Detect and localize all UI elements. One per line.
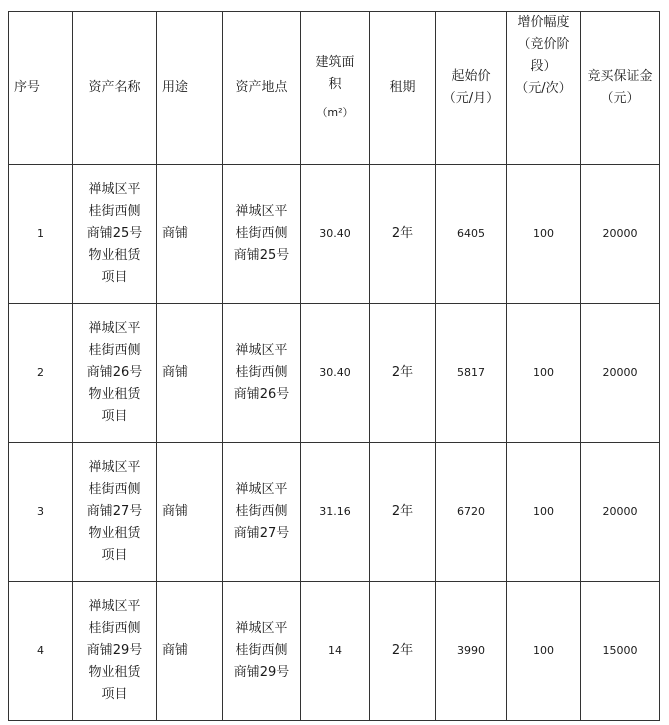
header-index: 序号 [9, 12, 73, 165]
cell-asset-name: 禅城区平桂街西侧商铺25号物业租赁项目 [73, 165, 157, 304]
cell-location: 禅城区平桂街西侧商铺27号 [223, 443, 301, 582]
cell-location: 禅城区平桂街西侧商铺29号 [223, 582, 301, 721]
cell-start-price: 3990 [436, 582, 507, 721]
cell-start-price: 6720 [436, 443, 507, 582]
cell-deposit: 20000 [581, 165, 660, 304]
cell-increment: 100 [507, 165, 581, 304]
cell-usage: 商铺 [157, 165, 223, 304]
cell-asset-name: 禅城区平桂街西侧商铺27号物业租赁项目 [73, 443, 157, 582]
cell-location: 禅城区平桂街西侧商铺26号 [223, 304, 301, 443]
cell-usage: 商铺 [157, 582, 223, 721]
cell-increment: 100 [507, 443, 581, 582]
cell-start-price: 5817 [436, 304, 507, 443]
header-asset-name: 资产名称 [73, 12, 157, 165]
cell-area: 30.40 [301, 304, 370, 443]
table-header-row [9, 12, 660, 165]
cell-index: 1 [9, 165, 73, 304]
cell-asset-name: 禅城区平桂街西侧商铺29号物业租赁项目 [73, 582, 157, 721]
cell-location: 禅城区平桂街西侧商铺25号 [223, 165, 301, 304]
header-deposit: 竞买保证金 （元） [581, 12, 660, 165]
header-usage: 用途 [157, 12, 223, 165]
cell-area: 14 [301, 582, 370, 721]
cell-deposit: 20000 [581, 304, 660, 443]
cell-term: 2年 [370, 443, 436, 582]
asset-lease-table [8, 11, 660, 721]
header-increment: 增价幅度 （竞价阶段） （元/次） [507, 12, 581, 165]
cell-increment: 100 [507, 304, 581, 443]
cell-index: 3 [9, 443, 73, 582]
header-term: 租期 [370, 12, 436, 165]
table-row [9, 304, 660, 443]
cell-asset-name: 禅城区平桂街西侧商铺26号物业租赁项目 [73, 304, 157, 443]
cell-index: 2 [9, 304, 73, 443]
header-location: 资产地点 [223, 12, 301, 165]
header-area-label: 建筑面积 [315, 55, 355, 92]
cell-term: 2年 [370, 165, 436, 304]
header-area-unit: （m²） [316, 106, 354, 119]
header-area [301, 12, 370, 165]
cell-term: 2年 [370, 304, 436, 443]
header-start-price: 起始价 （元/月） [436, 12, 507, 165]
table-row [9, 165, 660, 304]
cell-usage: 商铺 [157, 304, 223, 443]
table-row [9, 582, 660, 721]
table-row [9, 443, 660, 582]
cell-deposit: 20000 [581, 443, 660, 582]
cell-area: 31.16 [301, 443, 370, 582]
cell-index: 4 [9, 582, 73, 721]
cell-increment: 100 [507, 582, 581, 721]
cell-start-price: 6405 [436, 165, 507, 304]
cell-deposit: 15000 [581, 582, 660, 721]
cell-area: 30.40 [301, 165, 370, 304]
cell-usage: 商铺 [157, 443, 223, 582]
cell-term: 2年 [370, 582, 436, 721]
